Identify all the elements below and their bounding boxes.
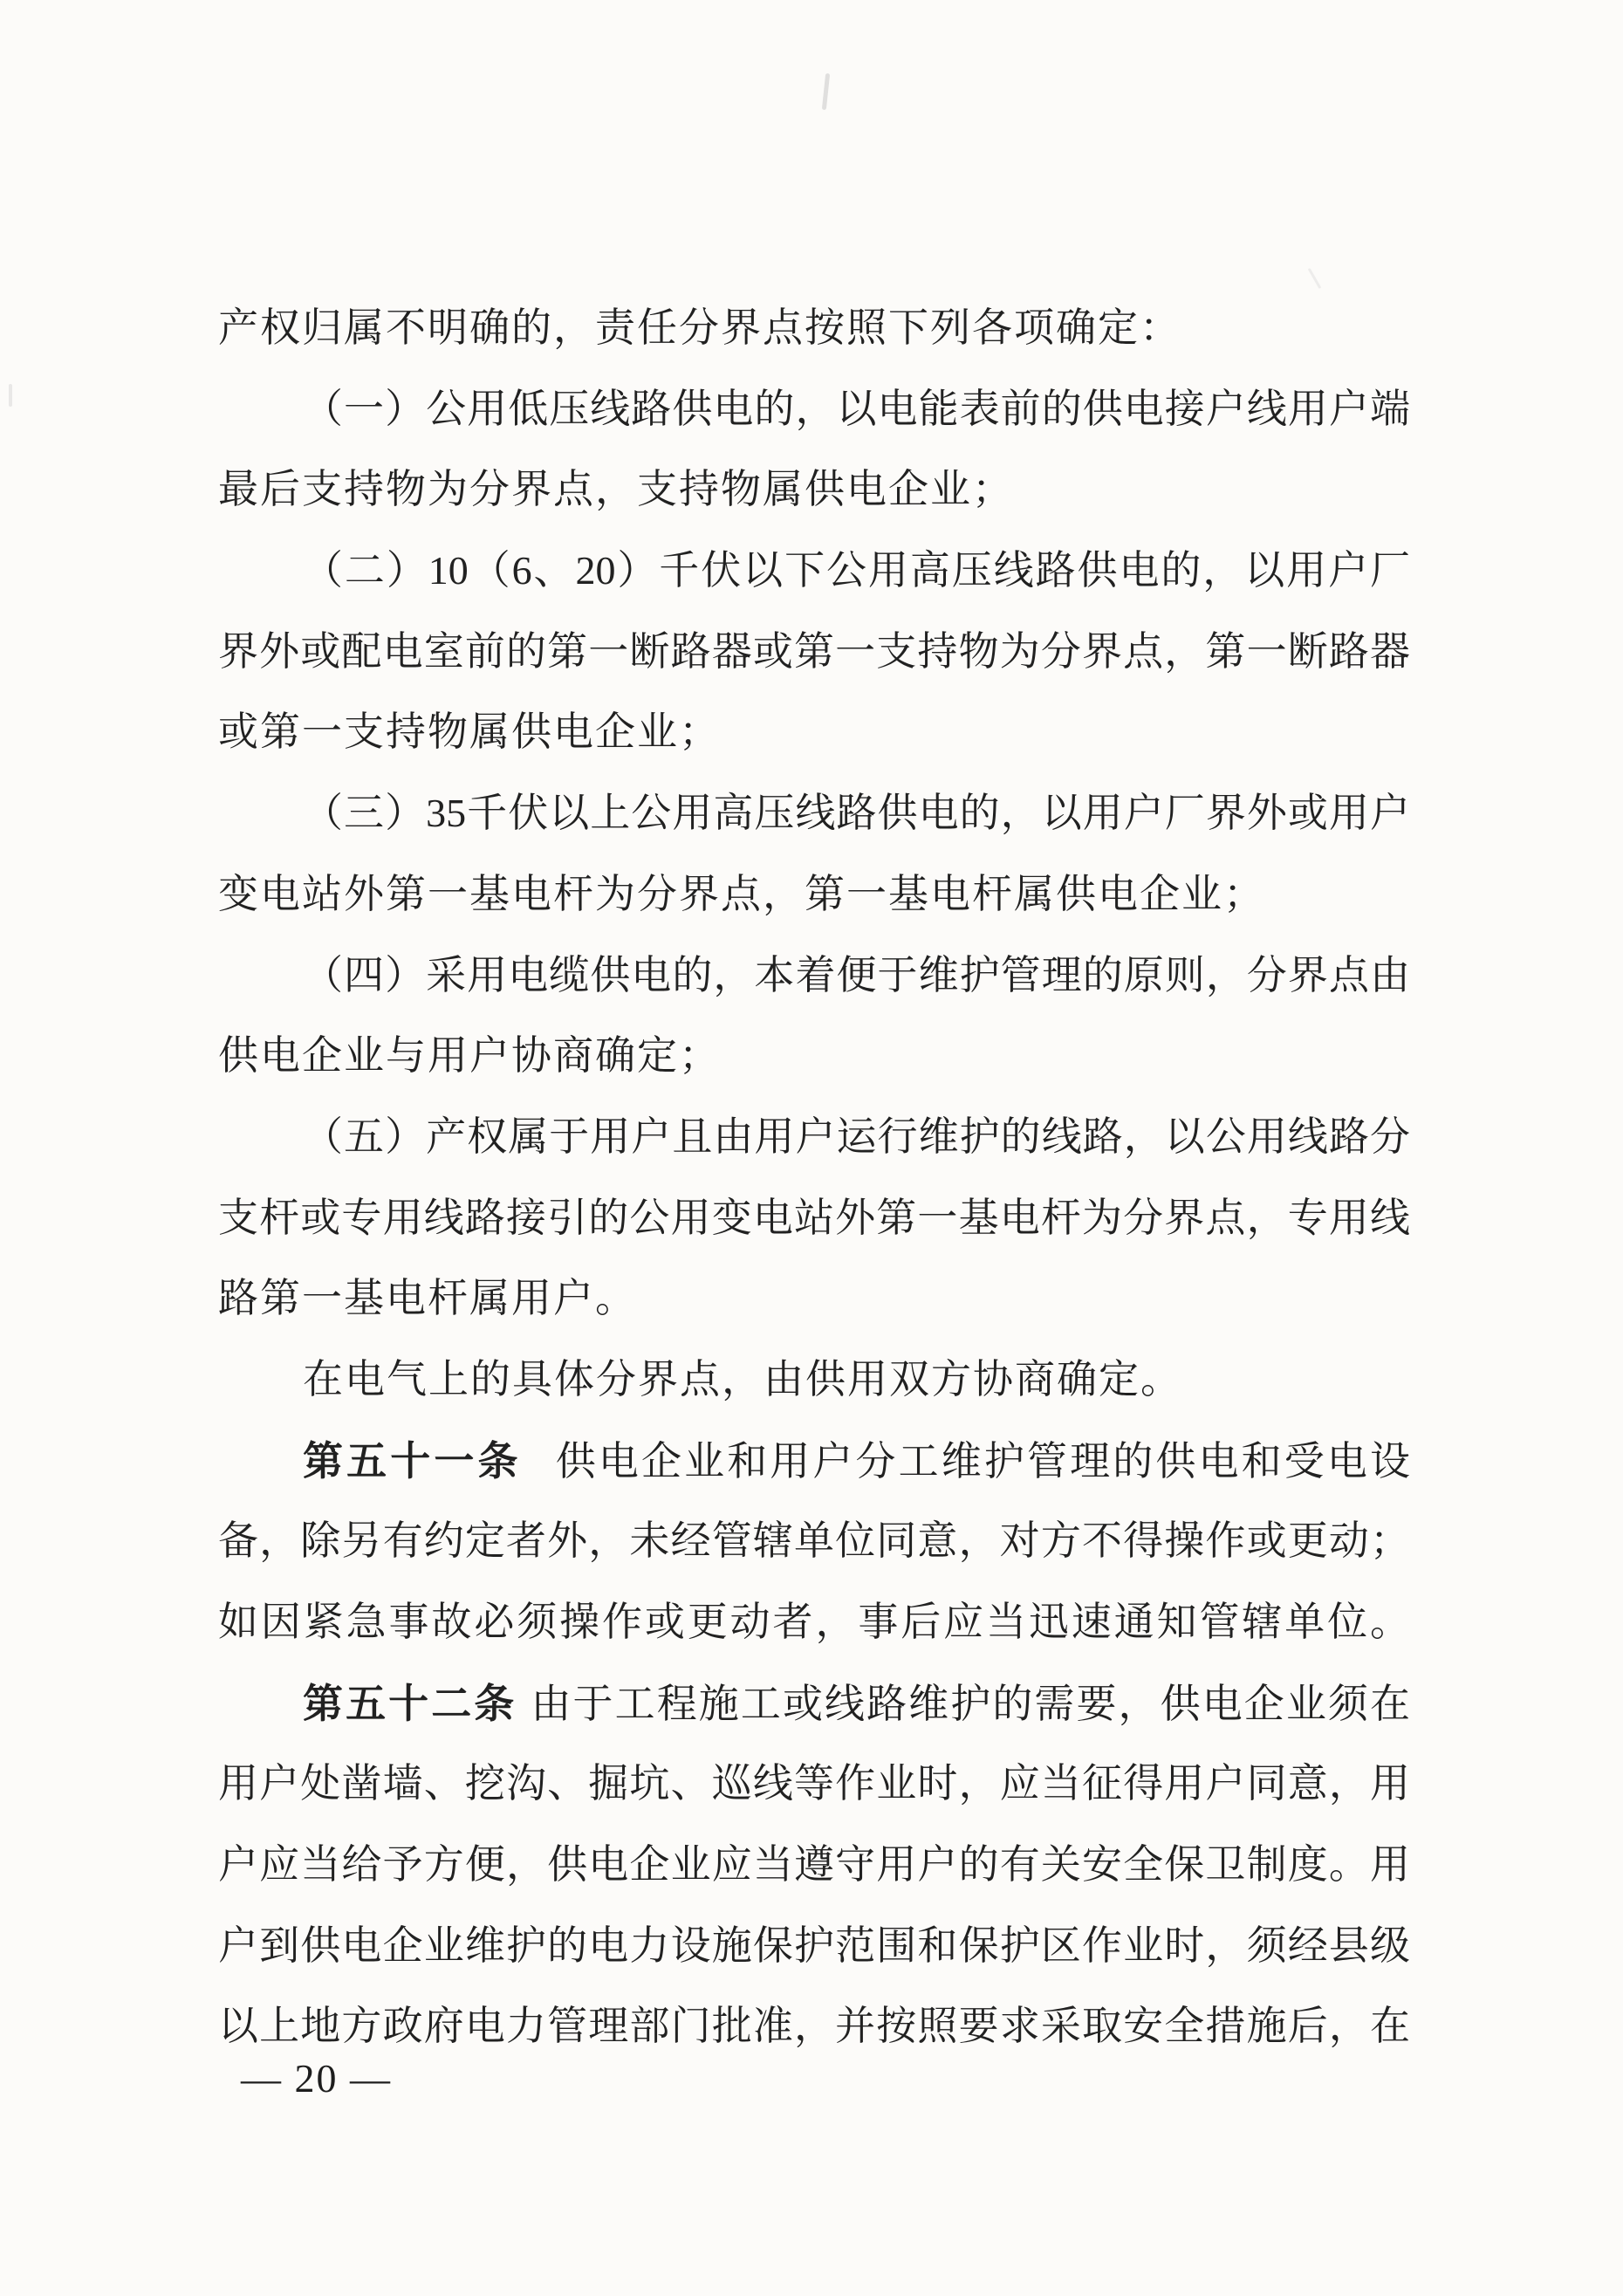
text-line: （二）10（6、20）千伏以下公用高压线路供电的，以用户厂 (303, 548, 1410, 593)
body-text (218, 288, 1410, 2067)
text-line: 以上地方政府电力管理部门批准，并按照要求采取安全措施后，在 (218, 2004, 1410, 2049)
text-line: （一）公用低压线路供电的，以电能表前的供电接户线用户端 (303, 386, 1410, 431)
page-number: — 20 — (241, 2056, 392, 2101)
text-line: 变电站外第一基电杆为分界点，第一基电杆属供电企业； (218, 871, 1265, 916)
scan-artifact (822, 73, 830, 110)
scan-artifact (1308, 268, 1322, 289)
text-line: 或第一支持物属供电企业； (218, 709, 721, 755)
text-line: 户到供电企业维护的电力设施保护范围和保护区作业时，须经县级 (218, 1922, 1410, 1968)
text-line: 用户处凿墙、挖沟、掘坑、巡线等作业时，应当征得用户同意，用 (218, 1761, 1410, 1806)
text-line: 界外或配电室前的第一断路器或第一支持物为分界点，第一断路器 (218, 628, 1410, 674)
text-line: 如因紧急事故必须操作或更动者，事后应当迅速通知管辖单位。 (218, 1600, 1410, 1644)
scan-artifact (9, 384, 12, 407)
article-heading: 第五十二条 (303, 1680, 517, 1726)
article-heading: 第五十一条 (303, 1437, 522, 1484)
text-line: 备，除另有约定者外，未经管辖单位同意，对方不得操作或更动； (218, 1518, 1410, 1564)
article-text: 供电企业和用户分工维护管理的供电和受电设 (555, 1438, 1411, 1484)
text-line: 路第一基电杆属用户。 (218, 1276, 637, 1321)
text-line (218, 1421, 1410, 1502)
text-line: 在电气上的具体分界点，由供用双方协商确定。 (303, 1356, 1182, 1402)
text-line: 供电企业与用户协商确定； (218, 1033, 721, 1079)
text-line: （五）产权属于用户且由用户运行维护的线路，以公用线路分 (303, 1114, 1410, 1159)
text-line: 产权归属不明确的，责任分界点按照下列各项确定： (218, 305, 1181, 350)
article-text: 由于工程施工或线路维护的需要，供电企业须在 (531, 1681, 1411, 1726)
text-line (218, 1663, 1410, 1744)
text-line: 最后支持物为分界点，支持物属供电企业； (218, 467, 1014, 512)
text-line: 户应当给予方便，供电企业应当遵守用户的有关安全保卫制度。用 (218, 1842, 1410, 1888)
text-line: （三）35千伏以上公用高压线路供电的，以用户厂界外或用户 (303, 791, 1410, 836)
text-line: 支杆或专用线路接引的公用变电站外第一基电杆为分界点，专用线 (218, 1195, 1410, 1240)
text-line: （四）采用电缆供电的，本着便于维护管理的原则，分界点由 (303, 952, 1410, 997)
